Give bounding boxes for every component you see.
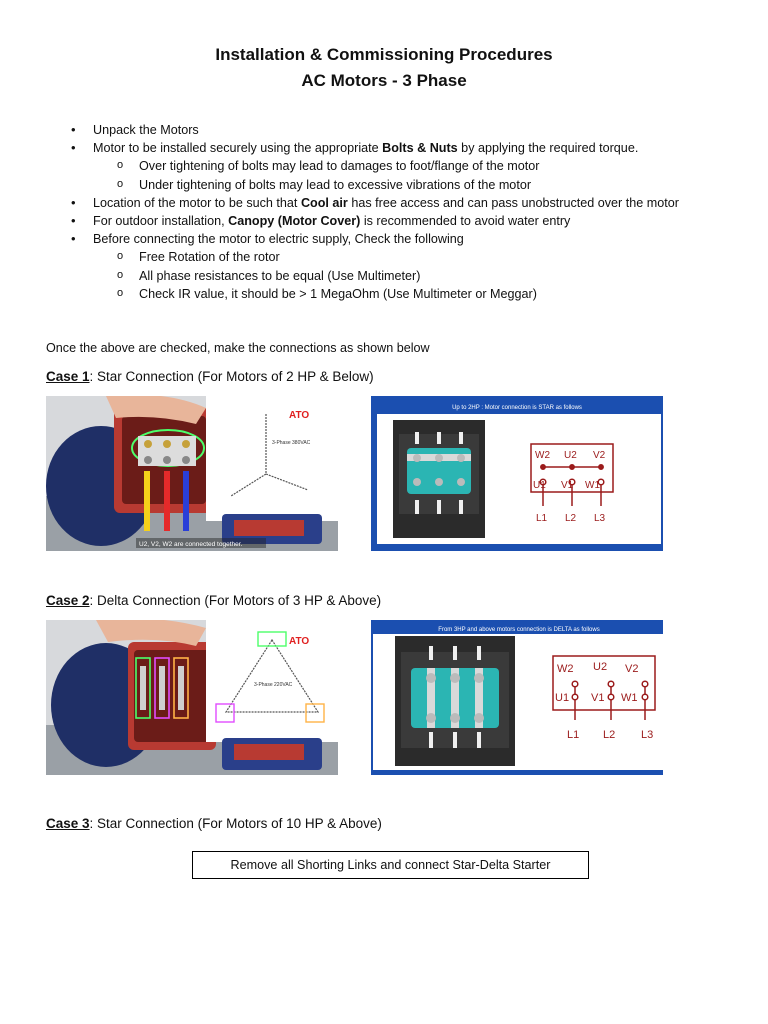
sub-list-item: o Free Rotation of the rotor [70,248,750,266]
terminal-label: W2 [557,663,574,675]
list-item: • For outdoor installation, Canopy (Motor Cover) is recommended to avoid water entry [70,212,750,230]
doc-title: Installation & Commissioning Procedures [215,45,553,64]
panel-header: Up to 2HP : Motor connection is STAR as follows [452,405,582,411]
line-label: L1 [536,513,548,524]
line-label: L2 [565,513,577,524]
sub-list-item: o Over tightening of bolts may lead to damages to foot/flange of the motor [70,157,750,175]
sub-list-item: o All phase resistances to be equal (Use Multimeter) [70,267,750,285]
brand-logo: ATO [289,636,310,647]
terminal-label: V2 [625,663,639,675]
case2-heading: Case 2: Delta Connection (For Motors of 3 HP & Above) [46,593,382,608]
diagram-label: 3-Phase 380VAC [272,440,311,446]
line-label: L3 [594,513,606,524]
photo-caption: U2, V2, W2 are connected together. [139,541,243,548]
terminal-label: U1 [555,692,570,704]
line-label: L3 [641,729,654,741]
sub-list-item: o Check IR value, it should be > 1 MegaOhm (Use Multimeter or Meggar) [70,285,750,303]
terminal-label: U2 [564,450,577,461]
brand-logo: ATO [289,410,310,421]
star-connection-panel [371,396,663,551]
terminal-label: V1 [591,692,605,704]
star-connection-photo [46,396,338,551]
delta-connection-panel [371,620,663,775]
case1-heading: Case 1: Star Connection (For Motors of 2 HP & Below) [46,369,374,384]
checklist [70,121,750,303]
intro-text: Once the above are checked, make the connections as shown below [46,341,430,355]
line-label: L1 [567,729,580,741]
list-item: • Unpack the Motors [70,121,750,139]
list-item: • Location of the motor to be such that Cool air has free access and can pass unobstructed over the motor [70,194,750,212]
terminal-label: V2 [593,450,606,461]
list-item: • Before connecting the motor to electric supply, Check the following [70,230,750,248]
terminal-label: W2 [535,450,550,461]
line-label: L2 [603,729,616,741]
terminal-label: W1 [585,480,600,491]
terminal-label: V1 [561,480,574,491]
case3-heading: Case 3: Star Connection (For Motors of 10 HP & Above) [46,816,382,831]
delta-connection-photo [46,620,338,775]
terminal-label: U1 [533,480,546,491]
star-delta-note-box: Remove all Shorting Links and connect Star-Delta Starter [192,851,589,879]
diagram-label: 3-Phase 220VAC [254,682,293,688]
sub-list-item: o Under tightening of bolts may lead to excessive vibrations of the motor [70,176,750,194]
doc-subtitle: AC Motors - 3 Phase [301,71,467,90]
panel-header: From 3HP and above motors connection is DELTA as follows [438,627,600,633]
terminal-label: U2 [593,661,608,673]
terminal-label: W1 [621,692,638,704]
list-item: • Motor to be installed securely using the appropriate Bolts & Nuts by applying the required torque. [70,139,750,157]
